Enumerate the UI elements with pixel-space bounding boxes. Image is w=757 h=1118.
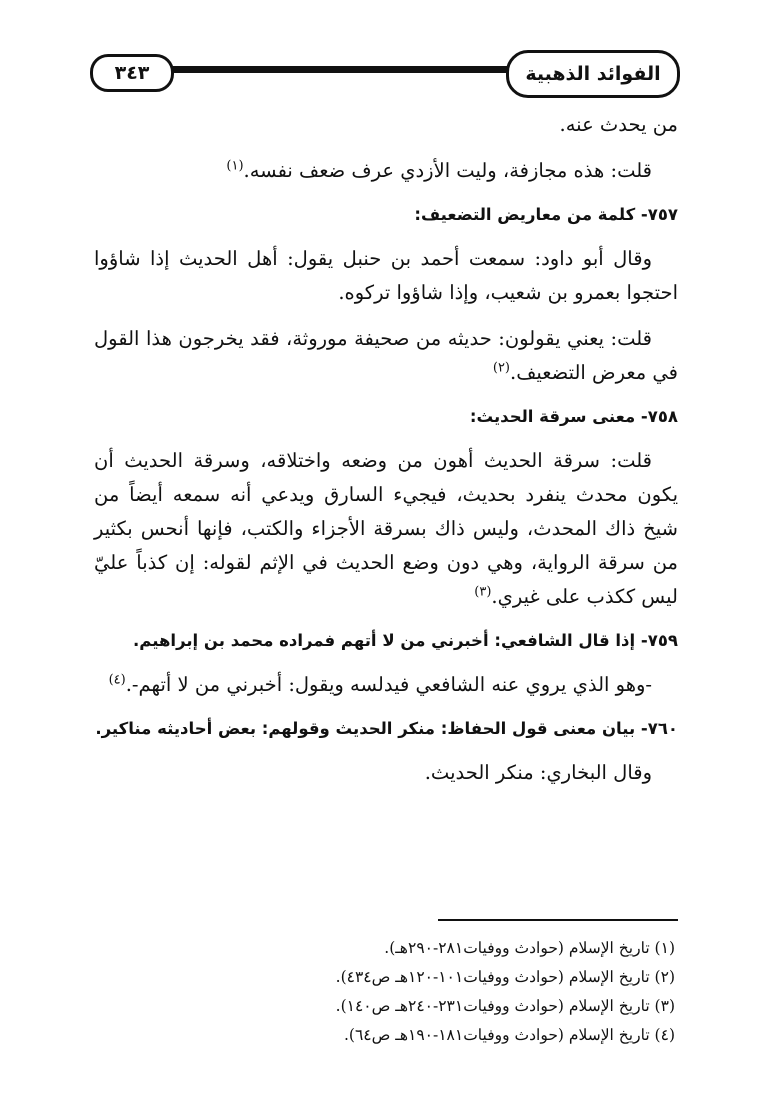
page-number: ٣٤٣ — [90, 54, 174, 92]
footnote-ref: (٣) — [474, 584, 492, 600]
section-heading-759: ٧٥٩- إذا قال الشافعي: أخبرني من لا أتهم فمراده محمد بن إبراهيم. — [133, 631, 678, 650]
running-header — [90, 48, 680, 104]
main-text — [94, 108, 678, 802]
paragraph — [94, 242, 678, 310]
header-rule — [120, 66, 560, 73]
footnote: (٢) تاريخ الإسلام (حوادث ووفيات١٠١-١٢٠هـ ص٤٣٤). — [335, 968, 675, 986]
footnote: (٣) تاريخ الإسلام (حوادث ووفيات٢٣١-٢٤٠هـ ص١٤٠). — [335, 997, 675, 1015]
section-heading-760: ٧٦٠- بيان معنى قول الحفاظ: منكر الحديث وقولهم: بعض أحاديثه مناكير. — [95, 719, 678, 738]
footnote-ref: (٤) — [108, 672, 126, 688]
paragraph-text: وقال أبو داود: سمعت أحمد بن حنبل يقول: أهل الحديث إذا شاؤوا احتجوا بعمرو بن شعيب، وإذا شاؤوا تركوه. — [94, 247, 678, 304]
paragraph — [94, 444, 678, 614]
book-title: الفوائد الذهبية — [506, 50, 680, 98]
paragraph — [94, 154, 678, 188]
footnote: (٤) تاريخ الإسلام (حوادث ووفيات١٨١-١٩٠هـ ص٦٤). — [343, 1026, 675, 1044]
footnote-ref: (١) — [226, 158, 244, 174]
paragraph — [94, 108, 678, 142]
footnotes — [120, 934, 675, 1050]
paragraph-text: قلت: سرقة الحديث أهون من وضعه واختلاقه، وسرقة الحديث أن يكون محدث ينفرد بحديث، فيجيء السارق ويدعي أنه سمعه أيضاً من شيخ ذاك المحدث، وليس ذاك بسرقة الأجزاء والكتب، فإنها أنحس بكثير من سرقة الرواية، وهي دون وضع الحديث في الإثم لقوله: إن كذباً عليّ ليس ككذب على غيري. — [94, 449, 678, 608]
paragraph-text: -وهو الذي يروي عنه الشافعي فيدلسه ويقول: أخبرني من لا أتهم-. — [125, 673, 652, 696]
paragraph-text: قلت: هذه مجازفة، وليت الأزدي عرف ضعف نفسه. — [243, 159, 652, 182]
section-heading-757: ٧٥٧- كلمة من معاريض التضعيف: — [414, 205, 678, 224]
paragraph-text: وقال البخاري: منكر الحديث. — [424, 761, 652, 784]
paragraph — [94, 756, 678, 790]
section-heading-758: ٧٥٨- معنى سرقة الحديث: — [469, 407, 678, 426]
paragraph-text: قلت: يعني يقولون: حديثه من صحيفة موروثة، فقد يخرجون هذا القول في معرض التضعيف. — [94, 327, 678, 384]
paragraph-text: من يحدث عنه. — [559, 113, 678, 136]
footnote-separator — [438, 919, 678, 921]
footnote-ref: (٢) — [492, 360, 510, 376]
paragraph — [94, 668, 678, 702]
paragraph — [94, 322, 678, 390]
footnote: (١) تاريخ الإسلام (حوادث ووفيات٢٨١-٢٩٠هـ). — [384, 939, 675, 957]
